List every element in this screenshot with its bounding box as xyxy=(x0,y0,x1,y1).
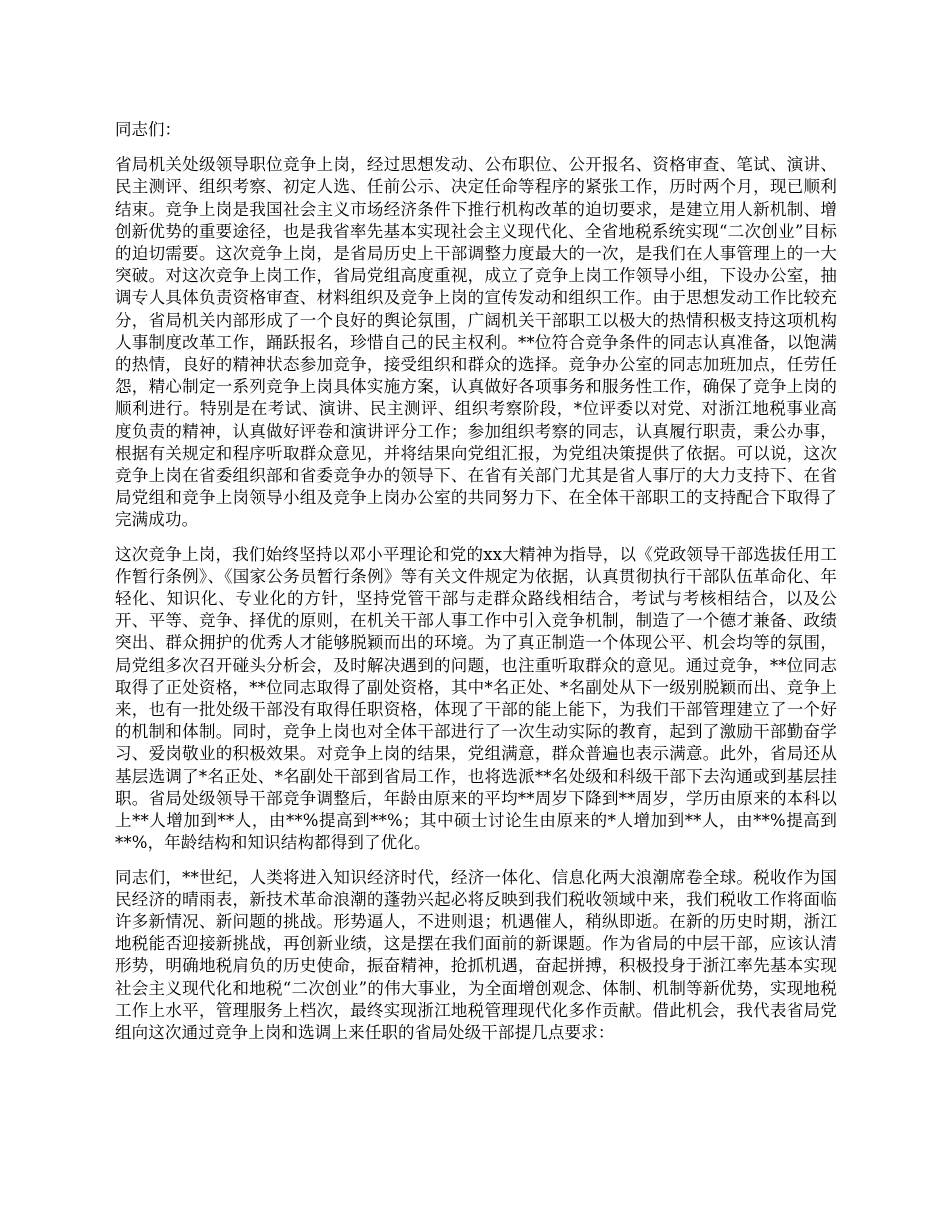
paragraph-1: 省局机关处级领导职位竞争上岗，经过思想发动、公布职位、公开报名、资格审查、笔试、演讲、民主测评、组织考察、初定人选、任前公示、决定任命等程序的紧张工作，历时两个月，现已顺利结束。竞争上岗是我国社会主义市场经济条件下推行机构改革的迫切要求，是建立用人新机制、增创新优势的重要途径，也是我省率先基本实现社会主义现代化、全省地税系统实现“二次创业”目标的迫切需要。这次竞争上岗，是省局历史上干部调整力度最大的一次，是我们在人事管理上的一大突破。对这次竞争上岗工作，省局党组高度重视，成立了竞争上岗工作领导小组，下设办公室，抽调专人具体负责资格审查、材料组织及竞争上岗的宣传发动和组织工作。由于思想发动工作比较充分，省局机关内部形成了一个良好的舆论氛围，广阔机关干部职工以极大的热情积极支持这项机构人事制度改革工作，踊跃报名，珍惜自己的民主权利。**位符合竞争条件的同志认真准备，以饱满的热情，良好的精神状态参加竞争，接受组织和群众的选择。竞争办公室的同志加班加点，任劳任怨，精心制定一系列竞争上岗具体实施方案，认真做好各项事务和服务性工作，确保了竞争上岗的顺利进行。特别是在考试、演讲、民主测评、组织考察阶段，*位评委以对党、对浙江地税事业高度负责的精神，认真做好评卷和演讲评分工作；参加组织考察的同志，认真履行职责，秉公办事，根据有关规定和程序听取群众意见，并将结果向党组汇报，为党组决策提供了依据。可以说，这次竞争上岗在省委组织部和省委竞争办的领导下、在省有关部门尤其是省人事厅的大力支持下、在省局党组和竞争上岗领导小组及竞争上岗办公室的共同努力下、在全体干部职工的支持配合下取得了完满成功。 xyxy=(115,155,837,530)
salutation: 同志们： xyxy=(115,120,181,139)
paragraph-2: 这次竞争上岗，我们始终坚持以邓小平理论和党的xx大精神为指导，以《党政领导干部选拔任用工作暂行条例》、《国家公务员暂行条例》等有关文件规定为依据，认真贯彻执行干部队伍革命化、年轻化、知识化、专业化的方针，坚持党管干部与走群众路线相结合，考试与考核相结合，以及公开、平等、竞争、择优的原则，在机关干部人事工作中引入竞争机制，制造了一个德才兼备、政绩突出、群众拥护的优秀人才能够脱颖而出的环境。为了真正制造一个体现公平、机会均等的氛围，局党组多次召开碰头分析会，及时解决遇到的问题，也注重听取群众的意见。通过竞争，**位同志取得了正处资格，**位同志取得了副处资格，其中*名正处、*名副处从下一级别脱颖而出、竞争上来，也有一批处级干部没有取得任职资格，体现了干部的能上能下，为我们干部管理建立了一个好的机制和体制。同时，竞争上岗也对全体干部进行了一次生动实际的教育，起到了激励干部勤奋学习、爱岗敬业的积极效果。对竞争上岗的结果，党组满意，群众普遍也表示满意。此外，省局还从基层选调了*名正处、*名副处干部到省局工作，也将选派**名处级和科级干部下去沟通或到基层挂职。省局处级领导干部竞争调整后，年龄由原来的平均**周岁下降到**周岁，学历由原来的本科以上**人增加到**人，由**%提高到**%；其中硕士讨论生由原来的*人增加到**人，由**%提高到**%，年龄结构和知识结构都得到了优化。 xyxy=(115,544,837,853)
paragraph-3: 同志们，**世纪，人类将进入知识经济时代，经济一体化、信息化两大浪潮席卷全球。税收作为国民经济的晴雨表，新技术革命浪潮的蓬勃兴起必将反映到我们税收领域中来，我们税收工作将面临许多新情况、新问题的挑战。形势逼人，不进则退；机遇催人，稍纵即逝。在新的历史时期，浙江地税能否迎接新挑战，再创新业绩，这是摆在我们面前的新课题。作为省局的中层干部，应该认清形势，明确地税肩负的历史使命，振奋精神，抢抓机遇，奋起拼搏，积极投身于浙江率先基本实现社会主义现代化和地税“二次创业”的伟大事业，为全面增创观念、体制、机制等新优势，实现地税工作上水平，管理服务上档次，最终实现浙江地税管理现代化多作贡献。借此机会，我代表省局党组向这次通过竞争上岗和选调上来任职的省局处级干部提几点要求： xyxy=(115,867,837,1042)
